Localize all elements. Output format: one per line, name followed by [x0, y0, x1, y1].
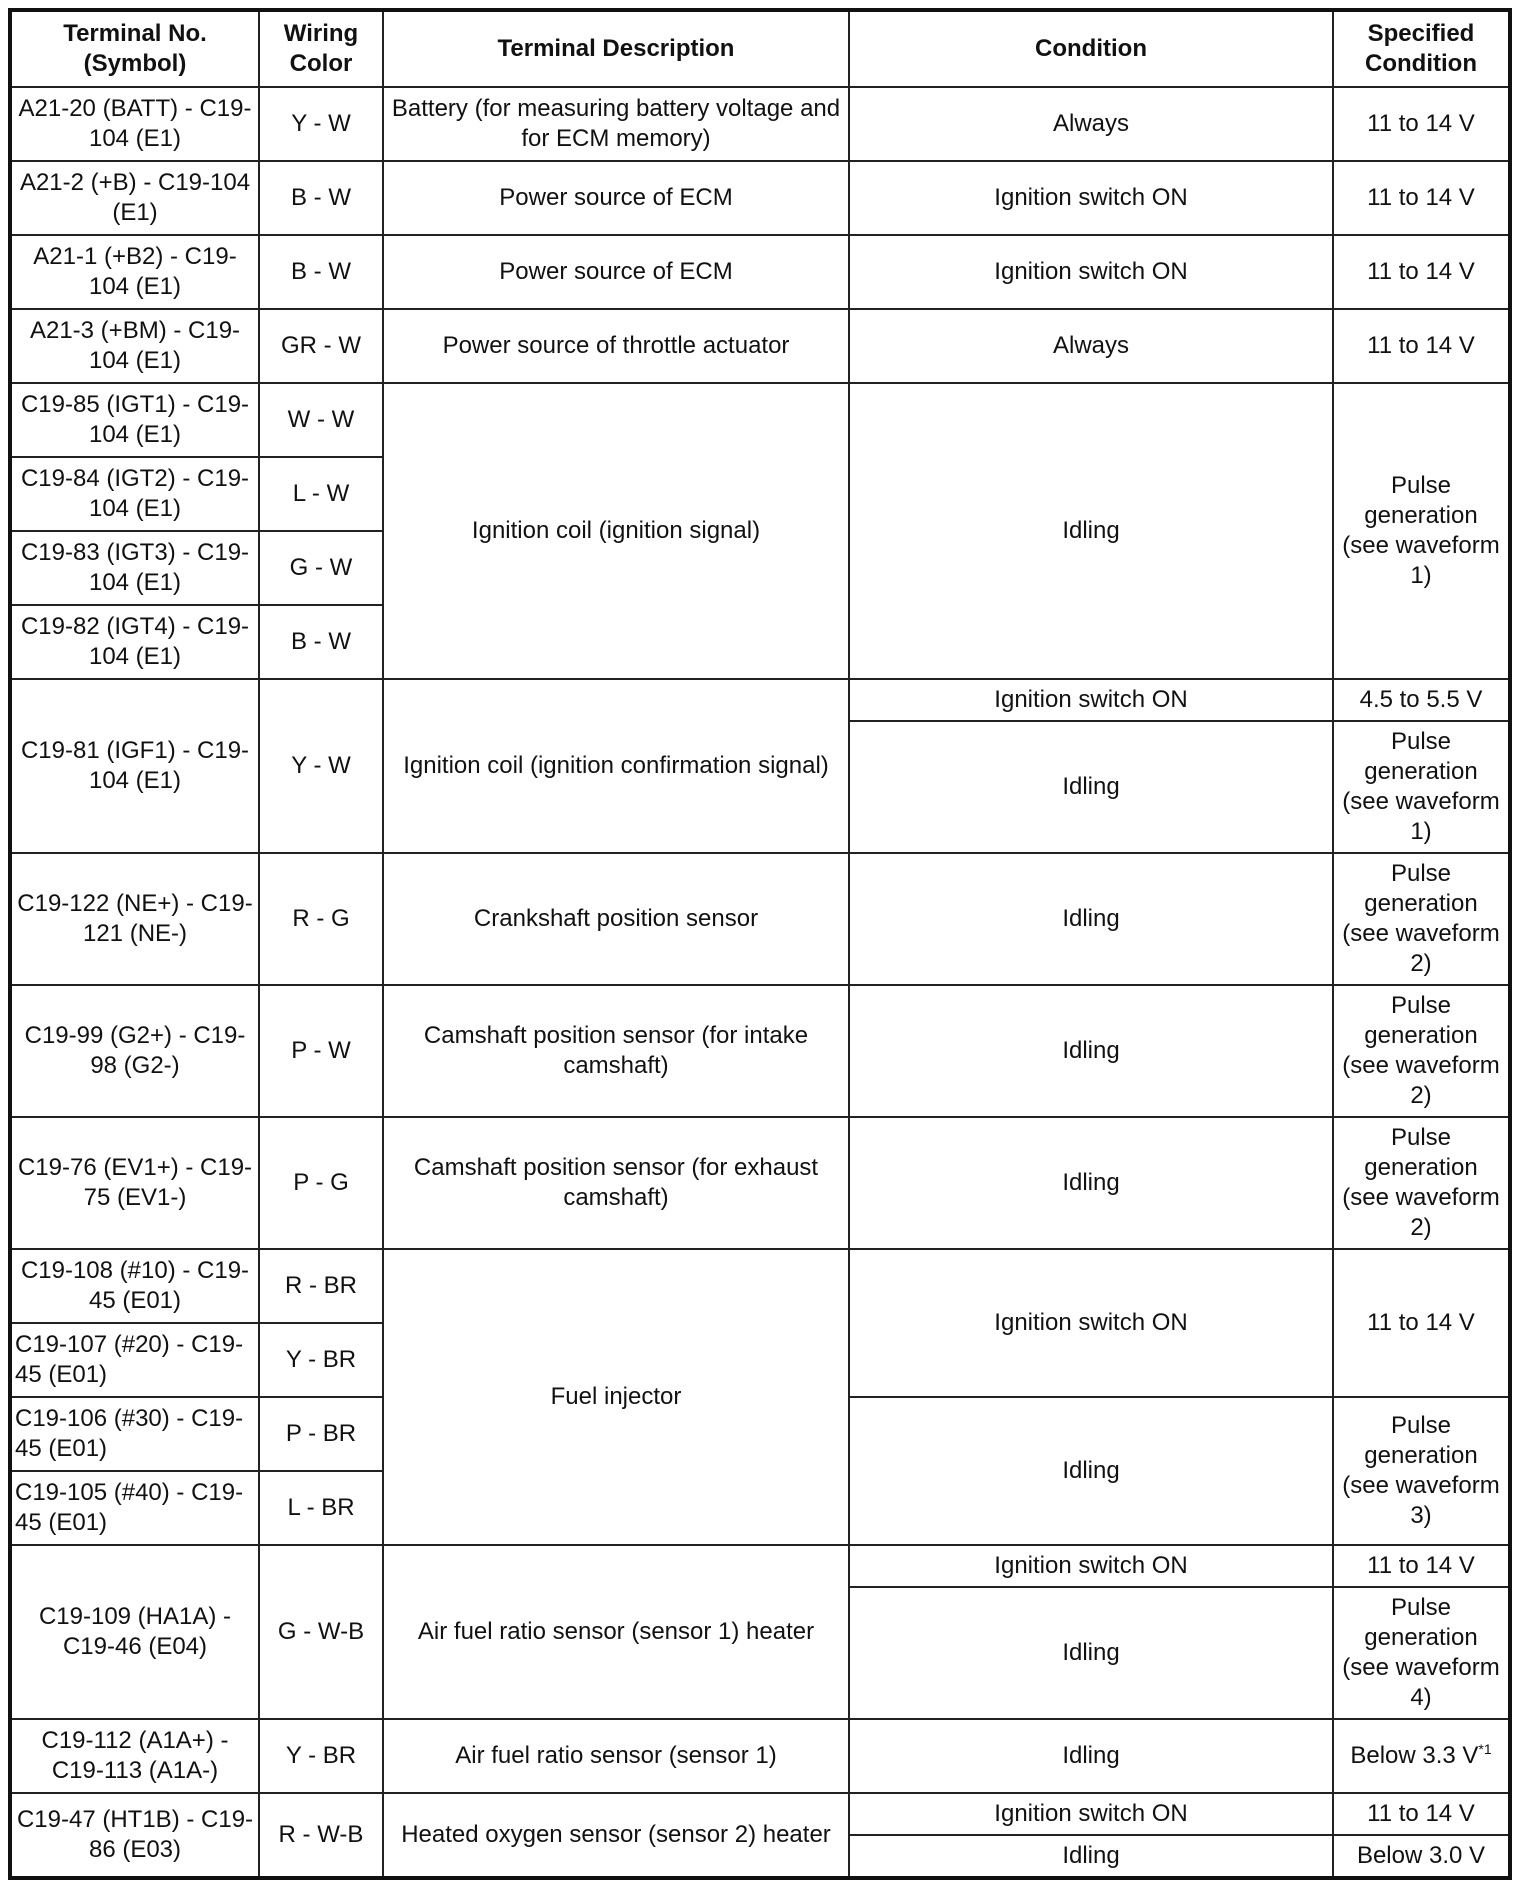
wiring-cell: B - W — [259, 161, 383, 235]
description-cell: Power source of throttle actuator — [383, 309, 849, 383]
table-row — [10, 383, 1510, 457]
specified-cell: Below 3.0 V — [1333, 1835, 1510, 1878]
wiring-cell: P - W — [259, 985, 383, 1117]
header-condition: Condition — [849, 10, 1333, 87]
terminal-cell: C19-76 (EV1+) - C19-75 (EV1-) — [10, 1117, 259, 1249]
wiring-cell: W - W — [259, 383, 383, 457]
wiring-cell: R - W-B — [259, 1793, 383, 1878]
condition-cell: Ignition switch ON — [849, 1545, 1333, 1587]
terminal-cell: C19-109 (HA1A) - C19-46 (E04) — [10, 1545, 259, 1719]
condition-cell: Idling — [849, 1835, 1333, 1878]
specified-cell: 11 to 14 V — [1333, 1793, 1510, 1835]
wiring-cell: R - G — [259, 853, 383, 985]
description-cell: Air fuel ratio sensor (sensor 1) heater — [383, 1545, 849, 1719]
description-cell: Ignition coil (ignition confirmation signal) — [383, 679, 849, 853]
terminal-cell: C19-47 (HT1B) - C19-86 (E03) — [10, 1793, 259, 1878]
description-cell: Power source of ECM — [383, 235, 849, 309]
table-row — [10, 309, 1510, 383]
terminal-cell: C19-83 (IGT3) - C19-104 (E1) — [10, 531, 259, 605]
condition-cell: Ignition switch ON — [849, 1249, 1333, 1397]
condition-cell: Idling — [849, 1397, 1333, 1545]
condition-cell: Idling — [849, 1117, 1333, 1249]
terminal-cell: A21-2 (+B) - C19-104 (E1) — [10, 161, 259, 235]
ecm-terminal-table — [8, 8, 1512, 1880]
description-cell: Battery (for measuring battery voltage and for ECM memory) — [383, 87, 849, 161]
wiring-cell: B - W — [259, 605, 383, 679]
terminal-table-container — [8, 8, 1508, 1880]
description-cell: Fuel injector — [383, 1249, 849, 1545]
terminal-cell: A21-20 (BATT) - C19-104 (E1) — [10, 87, 259, 161]
specified-cell: Pulse generation (see waveform 2) — [1333, 985, 1510, 1117]
header-row — [10, 10, 1510, 87]
table-row — [10, 1249, 1510, 1323]
description-cell: Ignition coil (ignition signal) — [383, 383, 849, 679]
specified-value: Below 3.3 V — [1350, 1742, 1479, 1769]
condition-cell: Ignition switch ON — [849, 161, 1333, 235]
table-row — [10, 87, 1510, 161]
condition-cell: Always — [849, 87, 1333, 161]
header-description: Terminal Description — [383, 10, 849, 87]
specified-cell: Pulse generation (see waveform 2) — [1333, 853, 1510, 985]
table-row — [10, 679, 1510, 721]
table-row — [10, 985, 1510, 1117]
specified-cell: Pulse generation (see waveform 4) — [1333, 1587, 1510, 1719]
table-row — [10, 1719, 1510, 1793]
description-cell: Camshaft position sensor (for intake camshaft) — [383, 985, 849, 1117]
specified-cell: 4.5 to 5.5 V — [1333, 679, 1510, 721]
condition-cell: Ignition switch ON — [849, 1793, 1333, 1835]
wiring-cell: Y - BR — [259, 1323, 383, 1397]
table-row — [10, 853, 1510, 985]
specified-cell — [1333, 1719, 1510, 1793]
condition-cell: Idling — [849, 1719, 1333, 1793]
wiring-cell: Y - BR — [259, 1719, 383, 1793]
specified-cell: 11 to 14 V — [1333, 1249, 1510, 1397]
wiring-cell: G - W-B — [259, 1545, 383, 1719]
header-wiring: Wiring Color — [259, 10, 383, 87]
wiring-cell: Y - W — [259, 679, 383, 853]
wiring-cell: L - BR — [259, 1471, 383, 1545]
description-cell: Camshaft position sensor (for exhaust camshaft) — [383, 1117, 849, 1249]
terminal-cell: C19-84 (IGT2) - C19-104 (E1) — [10, 457, 259, 531]
wiring-cell: L - W — [259, 457, 383, 531]
table-row — [10, 161, 1510, 235]
terminal-cell: C19-82 (IGT4) - C19-104 (E1) — [10, 605, 259, 679]
specified-cell: Pulse generation (see waveform 2) — [1333, 1117, 1510, 1249]
terminal-cell: C19-105 (#40) - C19-45 (E01) — [10, 1471, 259, 1545]
wiring-cell: R - BR — [259, 1249, 383, 1323]
wiring-cell: GR - W — [259, 309, 383, 383]
specified-cell: 11 to 14 V — [1333, 161, 1510, 235]
wiring-cell: B - W — [259, 235, 383, 309]
terminal-cell: C19-107 (#20) - C19-45 (E01) — [10, 1323, 259, 1397]
condition-cell: Idling — [849, 721, 1333, 853]
wiring-cell: P - BR — [259, 1397, 383, 1471]
specified-cell: Pulse generation (see waveform 3) — [1333, 1397, 1510, 1545]
specified-cell: Pulse generation (see waveform 1) — [1333, 721, 1510, 853]
condition-cell: Ignition switch ON — [849, 235, 1333, 309]
specified-cell: 11 to 14 V — [1333, 309, 1510, 383]
condition-cell: Idling — [849, 985, 1333, 1117]
specified-cell: 11 to 14 V — [1333, 1545, 1510, 1587]
description-cell: Power source of ECM — [383, 161, 849, 235]
description-cell: Air fuel ratio sensor (sensor 1) — [383, 1719, 849, 1793]
condition-cell: Idling — [849, 1587, 1333, 1719]
table-row — [10, 1793, 1510, 1835]
terminal-cell: A21-3 (+BM) - C19-104 (E1) — [10, 309, 259, 383]
header-specified: Specified Condition — [1333, 10, 1510, 87]
specified-cell: Pulse generation (see waveform 1) — [1333, 383, 1510, 679]
table-row — [10, 1117, 1510, 1249]
condition-cell: Idling — [849, 383, 1333, 679]
terminal-cell: C19-106 (#30) - C19-45 (E01) — [10, 1397, 259, 1471]
table-row — [10, 235, 1510, 309]
terminal-cell: A21-1 (+B2) - C19-104 (E1) — [10, 235, 259, 309]
header-terminal: Terminal No. (Symbol) — [10, 10, 259, 87]
terminal-cell: C19-85 (IGT1) - C19-104 (E1) — [10, 383, 259, 457]
wiring-cell: Y - W — [259, 87, 383, 161]
terminal-cell: C19-99 (G2+) - C19-98 (G2-) — [10, 985, 259, 1117]
wiring-cell: G - W — [259, 531, 383, 605]
wiring-cell: P - G — [259, 1117, 383, 1249]
terminal-cell: C19-122 (NE+) - C19-121 (NE-) — [10, 853, 259, 985]
condition-cell: Always — [849, 309, 1333, 383]
condition-cell: Ignition switch ON — [849, 679, 1333, 721]
description-cell: Crankshaft position sensor — [383, 853, 849, 985]
description-cell: Heated oxygen sensor (sensor 2) heater — [383, 1793, 849, 1878]
specified-cell: 11 to 14 V — [1333, 87, 1510, 161]
table-row — [10, 1545, 1510, 1587]
condition-cell: Idling — [849, 853, 1333, 985]
terminal-cell: C19-112 (A1A+) - C19-113 (A1A-) — [10, 1719, 259, 1793]
specified-cell: 11 to 14 V — [1333, 235, 1510, 309]
terminal-cell: C19-81 (IGF1) - C19-104 (E1) — [10, 679, 259, 853]
terminal-cell: C19-108 (#10) - C19-45 (E01) — [10, 1249, 259, 1323]
footnote-mark: *1 — [1478, 1741, 1492, 1757]
